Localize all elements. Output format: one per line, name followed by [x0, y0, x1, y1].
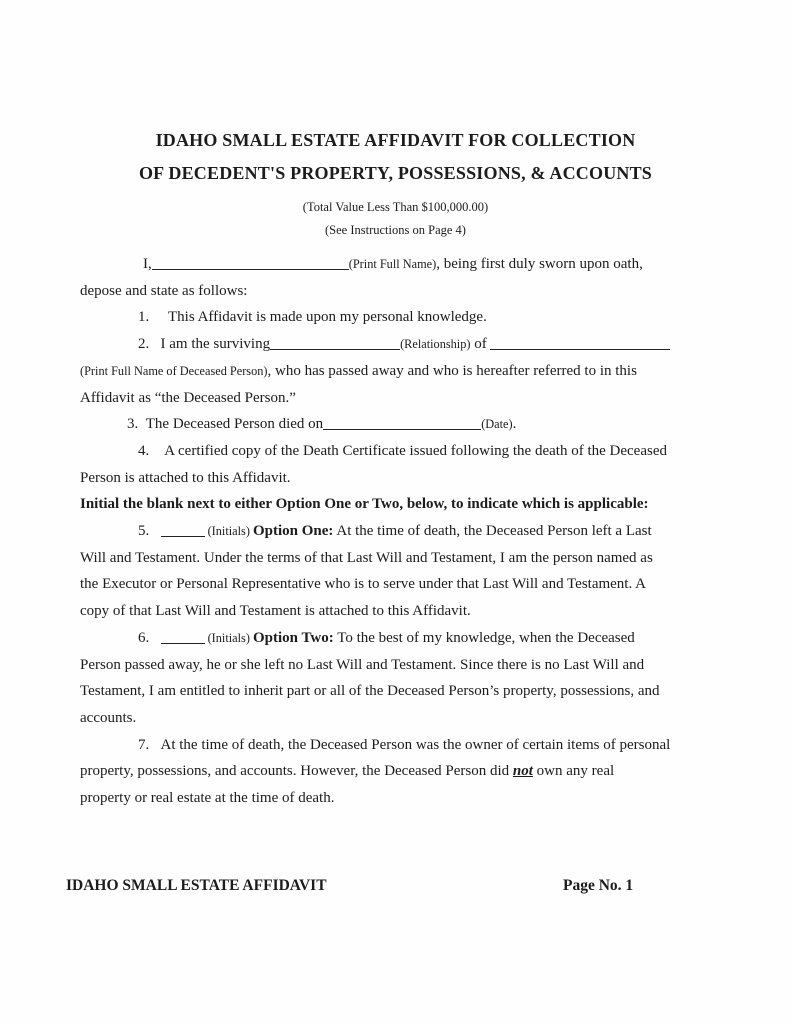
text-run: Testament, I am entitled to inherit part or all of the Deceased Person’s property, possessions, and	[80, 683, 660, 700]
text-run: .	[512, 416, 517, 433]
text-run: At the time of death, the Deceased Person left a Last	[333, 523, 652, 540]
text-run: accounts.	[80, 709, 137, 726]
text-run: property or real estate at the time of death.	[80, 790, 335, 807]
option-two-initials-blank	[161, 631, 205, 644]
text-run: Affidavit as “the Deceased Person.”	[80, 389, 296, 406]
paragraph-instruction-heading	[80, 491, 720, 518]
salutation: I,	[143, 256, 152, 272]
instructions-note: (See Instructions on Page 4)	[325, 223, 466, 237]
text-run: To the best of my knowledge, when the Deceased	[333, 629, 635, 646]
text-run: , who has passed away and who is hereafter referred to in this	[267, 362, 637, 379]
footer-page-number: Page No. 1	[563, 877, 634, 894]
paragraph-item-2	[80, 331, 720, 411]
emphasized-not: not	[512, 763, 533, 780]
paragraph-item-5-option-one	[80, 518, 720, 625]
print-full-name-label: (Print Full Name)	[348, 257, 437, 271]
paragraph-item-6-option-two	[80, 625, 720, 732]
paragraph-item-1	[80, 304, 720, 331]
item-7-text: 7. At the time of death, the Deceased Person was the owner of certain items of personal	[138, 736, 671, 753]
text-run: Person passed away, he or she left no Last Will and Testament. Since there is no Last Will and	[80, 656, 645, 673]
document-title-line-1: IDAHO SMALL ESTATE AFFIDAVIT FOR COLLECTION	[155, 130, 636, 150]
deceased-name-label: (Print Full Name of Deceased Person)	[80, 363, 268, 378]
option-one-initials-blank	[161, 524, 205, 537]
initials-label: (Initials)	[204, 524, 253, 539]
document-header	[0, 124, 791, 242]
initials-label: (Initials)	[204, 630, 253, 645]
text-run: Person is attached to this Affidavit.	[80, 469, 291, 486]
document-title-line-2: OF DECEDENT'S PROPERTY, POSSESSIONS, & ACCOUNTS	[138, 163, 653, 183]
text-run: of	[470, 336, 491, 353]
death-date-blank	[323, 417, 481, 430]
total-value-note: (Total Value Less Than $100,000.00)	[302, 200, 489, 214]
date-label: (Date)	[481, 417, 513, 432]
instruction-heading-text: Initial the blank next to either Option One or Two, below, to indicate which is applicable:	[80, 496, 649, 513]
document-footer	[66, 877, 726, 895]
text-run: Will and Testament. Under the terms of that Last Will and Testament, I am the person named as	[80, 549, 653, 566]
full-name-blank	[152, 257, 349, 270]
option-two-label: Option Two:	[253, 629, 334, 646]
text-run: depose and state as follows:	[80, 282, 248, 299]
item-2-text: 2. I am the surviving	[138, 336, 271, 353]
text-run: property, possessions, and accounts. However, the Deceased Person did	[80, 763, 513, 780]
item-3-text: 3. The Deceased Person died on	[127, 416, 324, 433]
option-one-label: Option One:	[253, 523, 334, 540]
deceased-name-blank	[490, 337, 670, 350]
item-6-number: 6.	[138, 629, 161, 646]
document-subtitle	[0, 196, 791, 242]
paragraph-item-4	[80, 438, 720, 491]
item-1-text: 1. This Affidavit is made upon my personal knowledge.	[138, 309, 487, 326]
text-run: own any real	[532, 763, 615, 780]
paragraph-item-3	[80, 411, 720, 438]
item-5-number: 5.	[138, 523, 161, 540]
relationship-label: (Relationship)	[400, 337, 471, 352]
document-body	[80, 251, 720, 812]
text-run: copy of that Last Will and Testament is attached to this Affidavit.	[80, 603, 471, 620]
text-run: , being first duly sworn upon oath,	[436, 256, 643, 272]
paragraph-item-7	[80, 732, 720, 812]
text-run: the Executor or Personal Representative who is to serve under that Last Will and Testament. A	[80, 576, 646, 593]
item-4-text: 4. A certified copy of the Death Certificate issued following the death of the Deceased	[138, 442, 667, 459]
relationship-blank	[270, 337, 400, 350]
footer-document-name: IDAHO SMALL ESTATE AFFIDAVIT	[66, 877, 327, 894]
paragraph-opening-statement	[80, 251, 720, 304]
